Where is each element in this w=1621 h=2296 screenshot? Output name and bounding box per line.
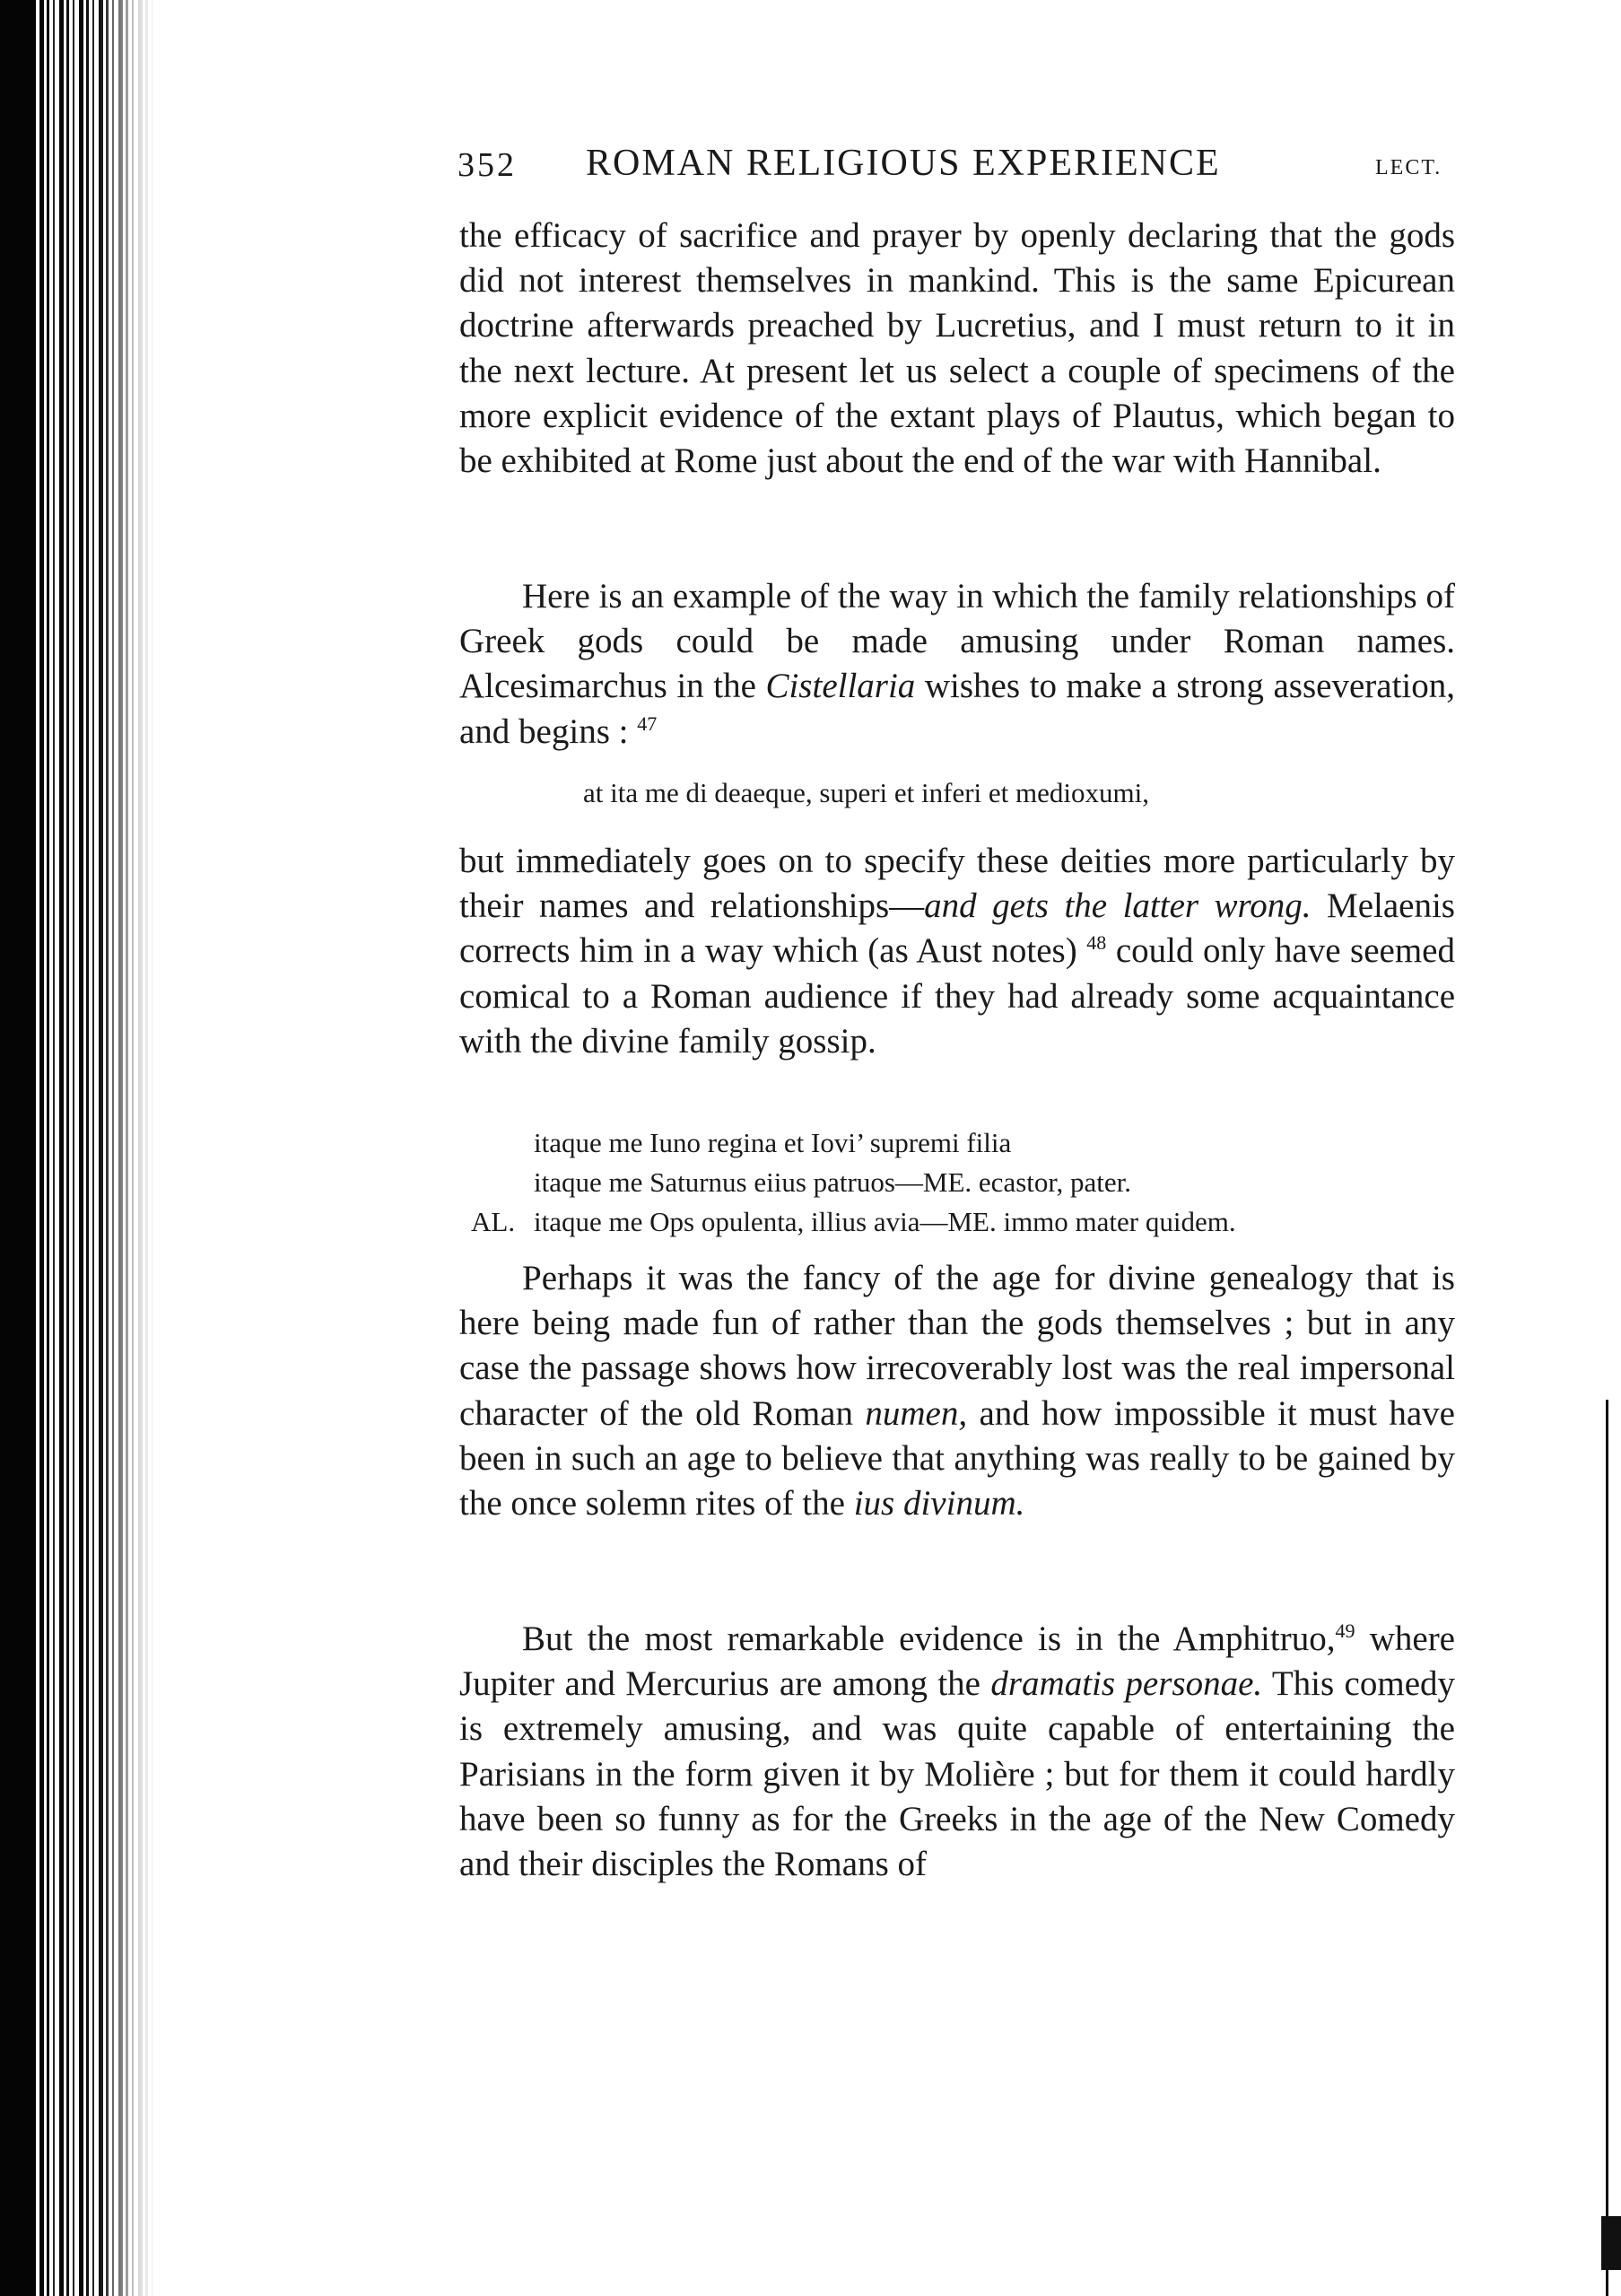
footnote-ref-47: 47 (637, 711, 658, 735)
paragraph-3-italic: and gets the latter wrong. (924, 886, 1312, 926)
verse-line: itaque me Iuno regina et Iovi’ supremi filia (534, 1127, 1012, 1158)
term-dramatis-personae: dramatis personae. (990, 1664, 1263, 1704)
paragraph-5 (459, 1617, 1455, 1887)
verse-quote-2 (471, 1123, 1476, 1242)
term-ius-divinum: ius divinum. (853, 1484, 1025, 1523)
paragraph-4-text-cont: and how impossible it must have been in such an age to believe that anything was really to be gained by the once solemn rites of the (459, 1393, 1455, 1523)
work-title-cistellaria: Cistellaria (765, 667, 916, 706)
paragraph-2 (459, 574, 1455, 755)
right-margin-bracket-foot (1601, 2216, 1621, 2270)
paragraph-3-text-cont: Melaenis corrects him in a way which (as Aust notes) (459, 886, 1455, 971)
paragraph-4-text: Perhaps it was the fancy of the age for divine genealogy that is here being made fun of rather than the gods themselves ; but in any case the passage shows how irrecoverably lost was the real impersonal character of the old Roman (459, 1259, 1455, 1433)
paragraph-3-text: but immediately goes on to specify these deities more particularly by their names and relationships— (459, 842, 1455, 926)
verse-line: itaque me Ops opulenta, illius avia—ME. immo mater quidem. (534, 1206, 1236, 1237)
paragraph-5-text-cont: where Jupiter and Mercurius are among the (459, 1619, 1455, 1704)
paragraph-5-text: But the most remarkable evidence is in the Amphitruo, (522, 1619, 1336, 1658)
page-edge-fade (99, 0, 157, 2296)
term-numen: numen, (865, 1393, 968, 1433)
paragraph-2-text: Here is an example of the way in which the family relationships of Greek gods could be made amusing under Roman names. Alcesimarchus in the (459, 577, 1455, 706)
book-spine-shadow (0, 0, 36, 2296)
verse-quote-1 (583, 773, 1480, 813)
running-title: ROMAN RELIGIOUS EXPERIENCE (586, 143, 1221, 184)
section-tag: LECT. (1375, 156, 1442, 179)
right-margin-bracket (1606, 1400, 1621, 2296)
paragraph-5-text-end: This comedy is extremely amusing, and was quite capable of entertaining the Parisians in the form given it by Molière ; but for them it could hardly have been so funny as for the Greeks in the age of the New Comedy and their disciples the Romans of (459, 1664, 1456, 1884)
footnote-ref-48: 48 (1086, 931, 1107, 955)
running-header (458, 135, 1453, 197)
page-number: 352 (458, 146, 517, 184)
paragraph-1-text: the efficacy of sacrifice and prayer by openly declaring that the gods did not interest themselves in mankind. This is the same Epicurean doctrine afterwards preached by Lucretius, and I must return to it in the next lecture. At present let us select a couple of specimens of the more explicit evidence of the extant plays of Plautus, which began to be exhibited at Rome just about the end of the war with Hannibal. (459, 216, 1455, 481)
paragraph-1 (459, 214, 1455, 484)
footnote-ref-49: 49 (1335, 1619, 1355, 1642)
paragraph-3 (459, 839, 1455, 1064)
verse-line: itaque me Saturnus eiius patruos—ME. ecastor, pater. (534, 1166, 1131, 1198)
verse-line: at ita me di deaeque, superi et inferi et medioxumi, (583, 777, 1149, 808)
speaker-label: AL. (471, 1206, 516, 1237)
paragraph-3-text-end: could only have seemed comical to a Roman audience if they had already some acquaintance with the divine family gossip. (459, 931, 1455, 1061)
paragraph-2-text-cont: wishes to make a strong asseveration, and begins : (459, 667, 1455, 751)
paragraph-4 (459, 1256, 1455, 1526)
